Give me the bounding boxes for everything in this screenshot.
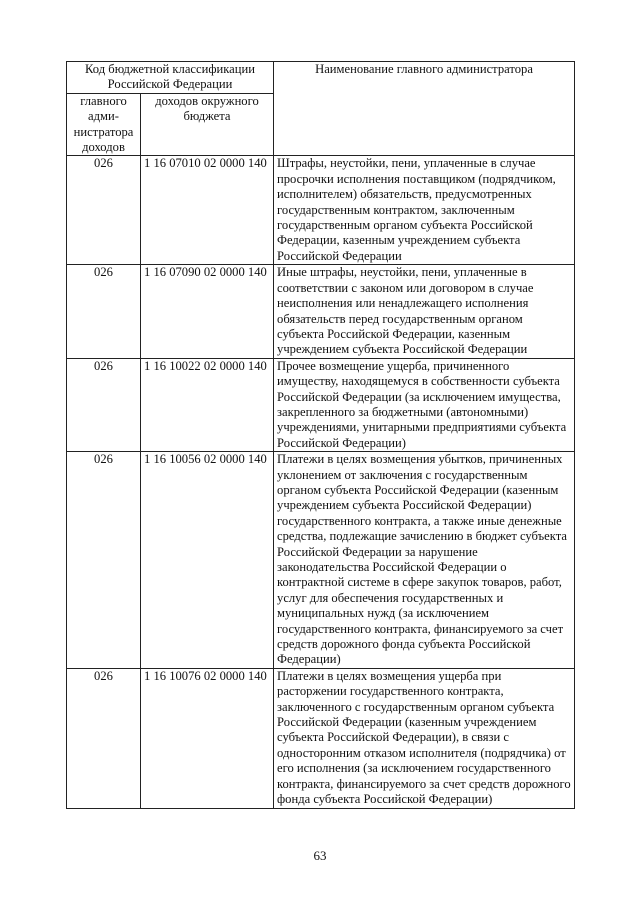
income-code-header: доходов окружного бюджета	[141, 93, 274, 156]
income-code-cell: 1 16 10056 02 0000 140	[141, 452, 274, 669]
income-code-cell: 1 16 07010 02 0000 140	[141, 156, 274, 265]
administrator-name-cell: Прочее возмещение ущерба, причиненного имуществу, находящемуся в собственности субъекта Российской Федерации (за исключением имущества, закрепленного за бюджетными (автономными) учреждениями, унитарными предприятиями субъекта Российской Федерации)	[274, 358, 575, 451]
admin-code-cell: 026	[67, 452, 141, 669]
page-number: 63	[313, 848, 327, 863]
administrator-name-cell: Иные штрафы, неустойки, пени, уплаченные в соответствии с законом или договором в случае неисполнения или ненадлежащего исполнения обязательств перед государственным органом субъекта Российской Федерации, казенным учреждением субъекта Российской Федерации	[274, 265, 575, 358]
administrator-name-cell: Платежи в целях возмещения убытков, причиненных уклонением от заключения с государственным органом субъекта Российской Федерации (казенным учреждением субъекта Российской Федерации) государственного контракта, а также иные денежные средства, подлежащие зачислению в бюджет субъекта Российской Федерации за нарушение законодательства Российской Федерации о контрактной системе в сфере закупок товаров, работ, услуг для обеспечения государственных и муниципальных нужд (за исключением государственного контракта, финансируемого за счет средств дорожного фонда субъекта Российской Федерации)	[274, 452, 575, 669]
table-header-row	[67, 62, 575, 94]
admin-code-cell: 026	[67, 358, 141, 451]
table-row	[67, 265, 575, 358]
table-row	[67, 668, 575, 808]
administrator-name-header: Наименование главного администратора	[274, 62, 575, 156]
budget-code-group-header: Код бюджетной классификации Российской Федерации	[67, 62, 274, 94]
admin-code-header: главного адми-нистратора доходов	[67, 93, 141, 156]
table-row	[67, 452, 575, 669]
budget-classification-table	[66, 61, 575, 809]
admin-code-cell: 026	[67, 265, 141, 358]
admin-code-cell: 026	[67, 668, 141, 808]
income-code-cell: 1 16 10022 02 0000 140	[141, 358, 274, 451]
administrator-name-cell: Платежи в целях возмещения ущерба при расторжении государственного контракта, заключенного с государственным органом субъекта Российской Федерации (казенным учреждением субъекта Российской Федерации), в связи с односторонним отказом исполнителя (подрядчика) от его исполнения (за исключением государственного контракта, финансируемого за счет средств дорожного фонда субъекта Российской Федерации)	[274, 668, 575, 808]
administrator-name-cell: Штрафы, неустойки, пени, уплаченные в случае просрочки исполнения поставщиком (подрядчиком, исполнителем) обязательств, предусмотренных государственным контрактом, заключенным государственным органом субъекта Российской Федерации, казенным учреждением субъекта Российской Федерации	[274, 156, 575, 265]
table-row	[67, 358, 575, 451]
income-code-cell: 1 16 07090 02 0000 140	[141, 265, 274, 358]
admin-code-cell: 026	[67, 156, 141, 265]
table-row	[67, 156, 575, 265]
income-code-cell: 1 16 10076 02 0000 140	[141, 668, 274, 808]
